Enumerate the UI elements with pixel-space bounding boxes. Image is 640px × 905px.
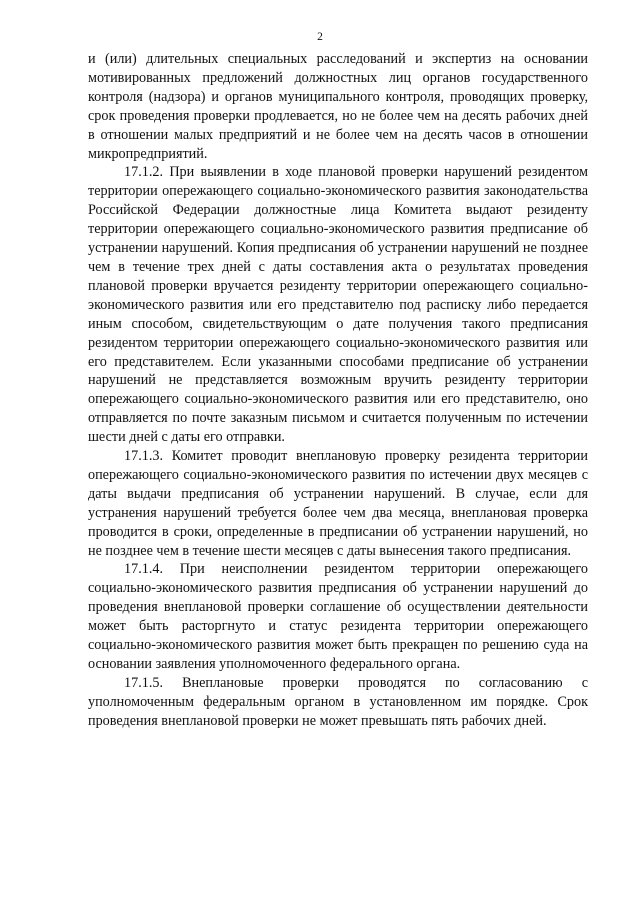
paragraph-17-1-4: 17.1.4. При неисполнении резидентом территории опережающего социально-экономического развития предписания об устранении нарушений до проведения внеплановой проверки соглашение об осуществлении деятельности может быть расторгнуто и статус резидента территории опережающего социально-экономического развития может быть прекращен по решению суда на основании заявления уполномоченного федерального органа. — [88, 561, 588, 672]
document-body — [88, 50, 588, 731]
paragraph-continuation: и (или) длительных специальных расследований и экспертиз на основании мотивированных предложений должностных лиц органов государственного контроля (надзора) и органов муниципального контроля, проводящих проверку, срок проведения проверки продлевается, но не более чем на десять рабочих дней в отношении малых предприятий и не более чем на десять часов в отношении микропредприятий. — [88, 51, 588, 162]
paragraph-17-1-5: 17.1.5. Внеплановые проверки проводятся по согласованию с уполномоченным федеральным органом в установленном им порядке. Срок проведения внеплановой проверки не может превышать пять рабочих дней. — [88, 674, 588, 729]
page-number: 2 — [317, 31, 323, 43]
paragraph-17-1-2: 17.1.2. При выявлении в ходе плановой проверки нарушений резидентом территории опережающего социально-экономического развития законодательства Российской Федерации должностные лица Комитета выдают резиденту территории опережающего социально-экономического развития предписание об устранении нарушений. Копия предписания об устранении нарушений не позднее чем в течение трех дней с даты составления акта о результатах проведения плановой проверки вручается резиденту территории опережающего социально-экономического развития или его представителю под расписку либо передается иным способом, свидетельствующим о дате получения такого предписания резидентом территории опережающего социально-экономического развития или его представителем. Если указанными способами предписание об устранении нарушений не представляется возможным вручить резиденту территории опережающего социально-экономического развития или его представителю, оно отправляется по почте заказным письмом и считается полученным по истечении шести дней с даты его отправки. — [88, 164, 588, 446]
paragraph-17-1-3: 17.1.3. Комитет проводит внеплановую проверку резидента территории опережающего социально-экономического развития по истечении двух месяцев с даты выдачи предписания об устранении нарушений. В случае, если для устранения нарушений требуется более чем два месяца, внеплановая проверка проводится в сроки, определенные в предписании об устранении нарушений, но не позднее чем в течение шести месяцев с даты вынесения такого предписания. — [88, 448, 588, 559]
